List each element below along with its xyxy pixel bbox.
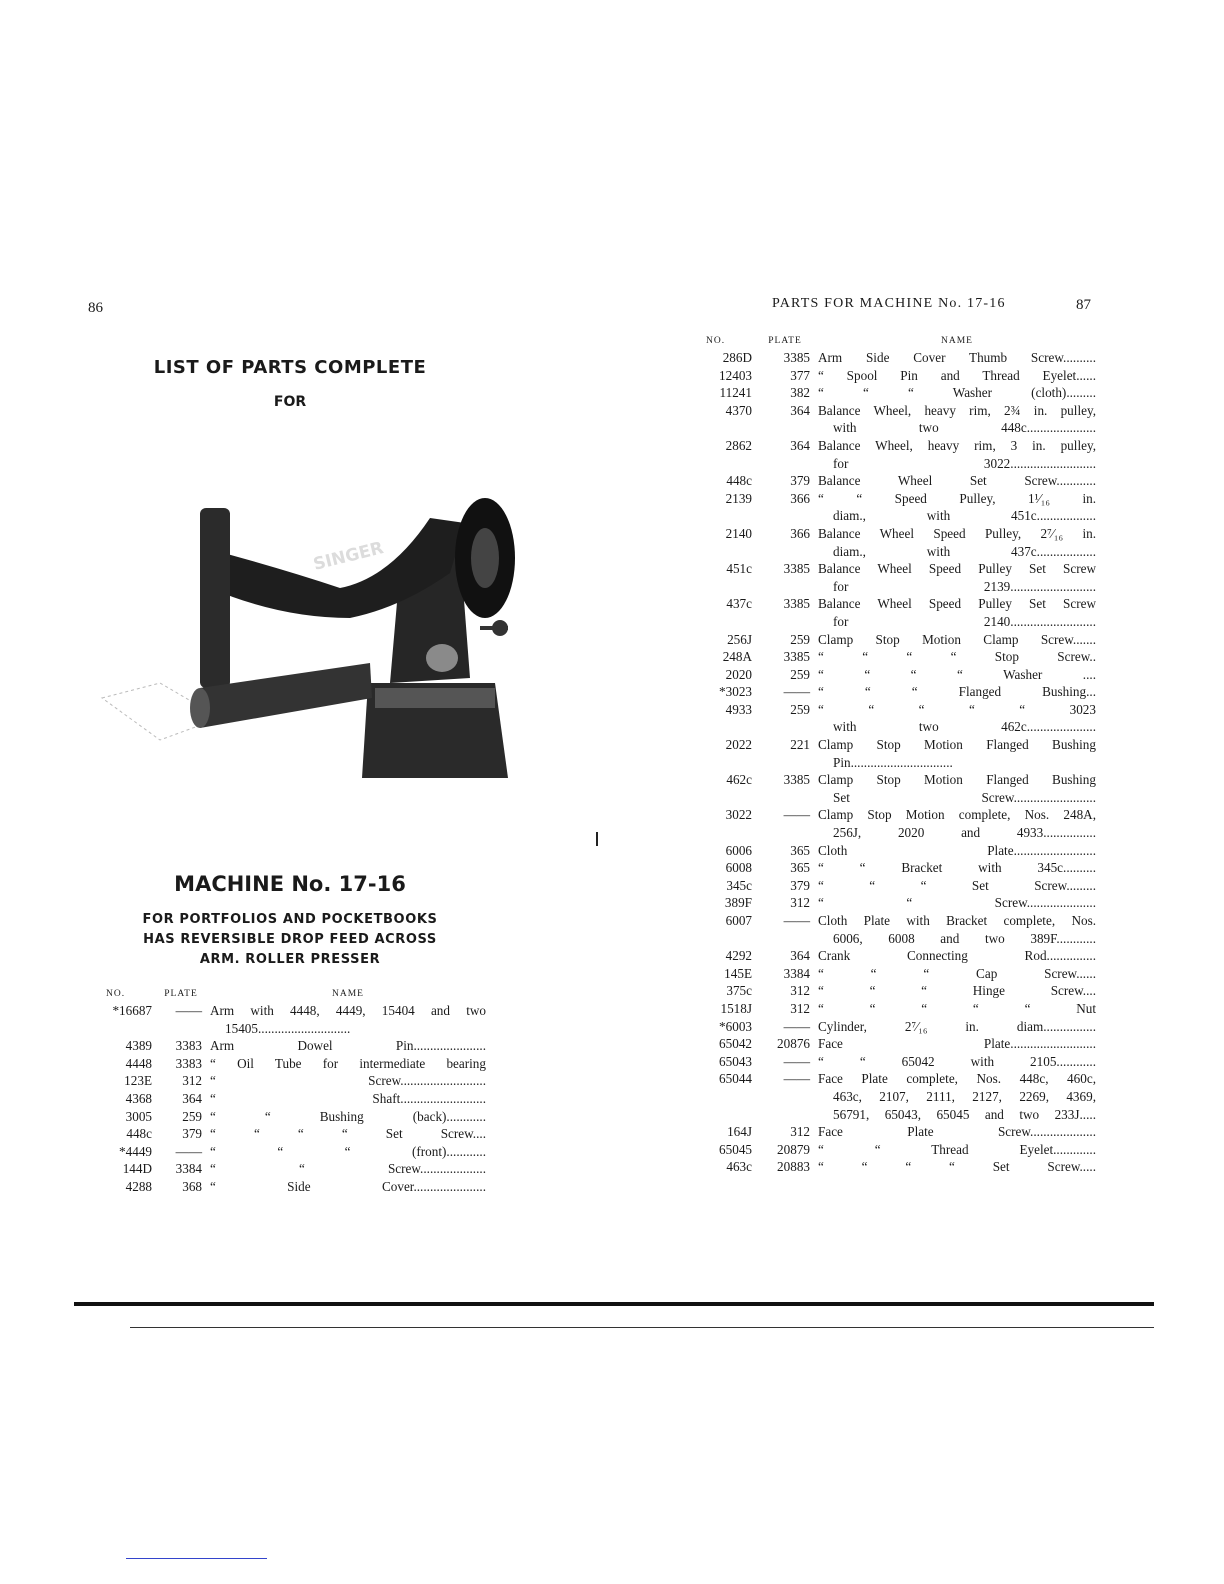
part-name bbox=[818, 648, 1096, 666]
part-name bbox=[818, 666, 1096, 684]
part-number: *6003 bbox=[719, 1018, 752, 1034]
part-number: 4368 bbox=[125, 1090, 152, 1106]
part-name-line: “ “ “ “ “ 3023 bbox=[818, 701, 1096, 717]
table-row bbox=[84, 1090, 486, 1108]
table-row bbox=[700, 877, 1096, 895]
part-name-line: Arm Side Cover Thumb Screw.......... bbox=[818, 350, 1096, 365]
left-page-number: 86 bbox=[88, 300, 103, 316]
part-name bbox=[818, 402, 1096, 437]
part-number: 437c bbox=[726, 596, 752, 612]
part-number: 286D bbox=[722, 350, 752, 365]
part-name-line: “ “ Bracket with 345c.......... bbox=[818, 860, 1096, 876]
part-name bbox=[818, 384, 1096, 402]
part-number: 65043 bbox=[719, 1053, 752, 1069]
part-name-line: for 2139.......................... bbox=[833, 578, 1096, 594]
table-row bbox=[84, 1125, 486, 1143]
part-number: 248A bbox=[722, 649, 752, 665]
table-row bbox=[700, 982, 1096, 1000]
table-row bbox=[700, 666, 1096, 684]
part-name-line: “ “ “ Hinge Screw.... bbox=[818, 983, 1096, 999]
part-number: 6007 bbox=[725, 913, 752, 928]
table-row bbox=[700, 402, 1096, 437]
plate-number: 377 bbox=[790, 367, 810, 383]
part-name-line: Balance Wheel, heavy rim, 2¾ in. pulley, bbox=[818, 402, 1096, 418]
table-row bbox=[700, 1158, 1096, 1176]
part-number: 448c bbox=[726, 473, 752, 489]
part-name-line: Clamp Stop Motion complete, Nos. 248A, bbox=[818, 807, 1096, 823]
part-name bbox=[818, 701, 1096, 736]
part-name bbox=[818, 525, 1096, 560]
part-name bbox=[818, 982, 1096, 1000]
part-number: 463c bbox=[726, 1159, 752, 1175]
part-number: 375c bbox=[726, 983, 752, 999]
right-parts-table bbox=[700, 335, 1096, 1176]
plate-number: 3385 bbox=[783, 649, 810, 665]
table-row bbox=[700, 894, 1096, 912]
table-row bbox=[700, 859, 1096, 877]
header-name: NAME bbox=[332, 989, 364, 999]
footer-blue-line bbox=[126, 1558, 267, 1559]
right-running-header: PARTS FOR MACHINE No. 17-16 bbox=[772, 296, 1006, 311]
part-name bbox=[818, 1000, 1096, 1018]
plate-number: 259 bbox=[182, 1108, 202, 1124]
part-name-line: for 3022.......................... bbox=[833, 455, 1096, 471]
part-name-line: diam., with 451c.................. bbox=[833, 508, 1096, 524]
part-name bbox=[818, 437, 1096, 472]
table-row bbox=[700, 806, 1096, 841]
table-row bbox=[700, 965, 1096, 983]
gutter-mark bbox=[596, 832, 598, 846]
part-name-line: Cylinder, 2⁷⁄₁₆ in. diam................ bbox=[818, 1018, 1096, 1034]
part-name-line: Balance Wheel Set Screw............ bbox=[818, 473, 1096, 489]
machine-subtitle bbox=[100, 910, 480, 970]
part-name-line: diam., with 437c.................. bbox=[833, 543, 1096, 559]
plate-number: 312 bbox=[182, 1073, 202, 1089]
part-name bbox=[818, 842, 1096, 860]
header-plate: PLATE bbox=[164, 989, 198, 999]
table-row bbox=[84, 1055, 486, 1073]
part-number: *3023 bbox=[719, 684, 752, 700]
part-name bbox=[210, 1125, 486, 1143]
part-name bbox=[818, 1070, 1096, 1123]
plate-number: 312 bbox=[790, 1000, 810, 1016]
plate-number: —— bbox=[783, 684, 810, 700]
part-number: 2139 bbox=[725, 490, 752, 506]
part-number: 2022 bbox=[725, 737, 752, 753]
part-name bbox=[818, 806, 1096, 841]
part-name-line: “ Shaft.......................... bbox=[210, 1090, 486, 1106]
part-name-line: “ “ Screw..................... bbox=[818, 895, 1096, 911]
table-row bbox=[700, 771, 1096, 806]
part-name bbox=[210, 1178, 486, 1196]
part-number: 6006 bbox=[725, 842, 752, 858]
table-row bbox=[84, 1178, 486, 1196]
plate-number: 379 bbox=[182, 1126, 202, 1142]
part-name bbox=[210, 1072, 486, 1090]
part-name bbox=[818, 472, 1096, 490]
plate-number: 20879 bbox=[777, 1141, 810, 1157]
subtitle-line: ARM. ROLLER PRESSER bbox=[199, 952, 381, 967]
machine-title: MACHINE No. 17-16 bbox=[174, 872, 406, 896]
subtitle-line: HAS REVERSIBLE DROP FEED ACROSS bbox=[143, 932, 437, 947]
part-name-line: Pin............................... bbox=[833, 754, 953, 770]
table-row bbox=[700, 701, 1096, 736]
table-row bbox=[700, 595, 1096, 630]
part-name-line: with two 462c..................... bbox=[833, 719, 1096, 735]
part-name-line: Balance Wheel Speed Pulley Set Screw bbox=[818, 596, 1096, 612]
part-name-line: “ “ Bushing (back)............ bbox=[210, 1108, 486, 1124]
plate-number: 3385 bbox=[783, 561, 810, 577]
plate-number: 259 bbox=[790, 701, 810, 717]
table-row bbox=[700, 560, 1096, 595]
table-row bbox=[700, 842, 1096, 860]
plate-number: 312 bbox=[790, 895, 810, 911]
table-row bbox=[700, 472, 1096, 490]
table-row bbox=[700, 384, 1096, 402]
plate-number: 368 bbox=[182, 1178, 202, 1194]
part-name-line: “ “ “ “ Washer .... bbox=[818, 666, 1096, 682]
table-row bbox=[700, 736, 1096, 771]
part-number: 451c bbox=[726, 561, 752, 577]
bottom-rule-thin bbox=[130, 1327, 1154, 1328]
plate-number: 382 bbox=[790, 385, 810, 401]
part-name-line: “ “ “ Washer (cloth)......... bbox=[818, 385, 1096, 401]
table-row bbox=[700, 631, 1096, 649]
part-number: *4449 bbox=[119, 1143, 152, 1159]
plate-number: 3384 bbox=[175, 1161, 202, 1177]
part-name-line: “ Side Cover...................... bbox=[210, 1178, 486, 1194]
table-row bbox=[700, 912, 1096, 947]
part-name-line: with two 448c..................... bbox=[833, 420, 1096, 436]
part-number: 4933 bbox=[725, 701, 752, 717]
plate-number: 312 bbox=[790, 983, 810, 999]
right-page-number: 87 bbox=[1076, 297, 1091, 313]
part-number: 164J bbox=[727, 1124, 752, 1140]
part-name-line: 15405............................ bbox=[225, 1020, 351, 1036]
table-row bbox=[700, 1000, 1096, 1018]
part-number: 144D bbox=[122, 1161, 152, 1177]
left-parts-table bbox=[84, 988, 486, 1196]
part-name bbox=[818, 1053, 1096, 1071]
plate-number: 312 bbox=[790, 1124, 810, 1140]
plate-number: —— bbox=[783, 807, 810, 823]
part-number: 65045 bbox=[719, 1141, 752, 1157]
subtitle-line: FOR PORTFOLIOS AND POCKETBOOKS bbox=[142, 912, 438, 927]
part-name bbox=[818, 1123, 1096, 1141]
part-name-line: Arm Dowel Pin...................... bbox=[210, 1038, 486, 1054]
part-name-line: “ “ “ (front)............ bbox=[210, 1143, 486, 1159]
plate-number: 3383 bbox=[175, 1038, 202, 1054]
plate-number: —— bbox=[175, 1143, 202, 1159]
part-name bbox=[818, 560, 1096, 595]
part-number: 1518J bbox=[720, 1000, 752, 1016]
plate-number: 379 bbox=[790, 877, 810, 893]
header-plate: PLATE bbox=[768, 336, 802, 346]
table-row bbox=[84, 1002, 486, 1037]
part-name bbox=[818, 349, 1096, 367]
table-row bbox=[700, 525, 1096, 560]
plate-number: 3385 bbox=[783, 772, 810, 788]
table-row bbox=[700, 1141, 1096, 1159]
part-number: 2140 bbox=[725, 525, 752, 541]
part-name bbox=[818, 736, 1096, 771]
table-row bbox=[700, 367, 1096, 385]
table-row bbox=[84, 1160, 486, 1178]
part-name-line: Crank Connecting Rod............... bbox=[818, 948, 1096, 964]
part-name bbox=[818, 771, 1096, 806]
part-name-line: 6006, 6008 and two 389F............ bbox=[833, 930, 1096, 946]
plate-number: 259 bbox=[790, 666, 810, 682]
sewing-machine-illustration bbox=[100, 478, 520, 788]
part-name-line: 463c, 2107, 2111, 2127, 2269, 4369, bbox=[833, 1088, 1096, 1104]
plate-number: 364 bbox=[790, 437, 810, 453]
plate-number: 3384 bbox=[783, 965, 810, 981]
part-name-line: 56791, 65043, 65045 and two 233J..... bbox=[833, 1106, 1096, 1122]
plate-number: 20876 bbox=[777, 1036, 810, 1052]
plate-number: 364 bbox=[182, 1090, 202, 1106]
part-number: 123E bbox=[124, 1073, 152, 1089]
table-row bbox=[84, 1072, 486, 1090]
part-number: 4292 bbox=[725, 948, 752, 964]
part-name bbox=[210, 1090, 486, 1108]
plate-number: 366 bbox=[790, 525, 810, 541]
plate-number: 221 bbox=[790, 737, 810, 753]
part-name bbox=[818, 965, 1096, 983]
part-name-line: Face Plate complete, Nos. 448c, 460c, bbox=[818, 1071, 1096, 1087]
part-name bbox=[818, 859, 1096, 877]
part-number: 389F bbox=[724, 895, 752, 911]
list-title: LIST OF PARTS COMPLETE bbox=[153, 357, 427, 378]
plate-number: —— bbox=[175, 1003, 202, 1018]
part-number: 4370 bbox=[725, 402, 752, 418]
part-name-line: Arm with 4448, 4449, 15404 and two bbox=[210, 1003, 486, 1018]
table-row bbox=[700, 683, 1096, 701]
bottom-rule-thick bbox=[74, 1302, 1154, 1306]
part-name-line: “ “ “ Flanged Bushing... bbox=[818, 684, 1096, 700]
list-for-line: FOR bbox=[273, 394, 307, 410]
part-name bbox=[210, 1002, 486, 1037]
part-name bbox=[210, 1143, 486, 1161]
part-number: 65044 bbox=[719, 1071, 752, 1087]
part-name-line: “ Oil Tube for intermediate bearing bbox=[210, 1055, 486, 1071]
table-header bbox=[84, 988, 486, 1001]
part-name bbox=[818, 490, 1096, 525]
part-name-line: “ “ “ “ “ Nut bbox=[818, 1000, 1096, 1016]
part-number: 256J bbox=[727, 631, 752, 647]
part-number: 11241 bbox=[719, 385, 752, 401]
table-header bbox=[700, 335, 1096, 348]
part-name bbox=[818, 1018, 1096, 1036]
part-name bbox=[818, 1035, 1096, 1053]
part-number: 4448 bbox=[125, 1055, 152, 1071]
table-row bbox=[84, 1037, 486, 1055]
part-number: 145E bbox=[724, 965, 752, 981]
plate-number: 366 bbox=[790, 490, 810, 506]
part-name-line: “ “ Speed Pulley, 1¹⁄₁₆ in. bbox=[818, 490, 1096, 506]
part-number: *16687 bbox=[112, 1003, 152, 1018]
plate-number: —— bbox=[783, 1071, 810, 1087]
part-name-line: Set Screw......................... bbox=[833, 789, 1096, 805]
plate-number: 364 bbox=[790, 948, 810, 964]
table-row bbox=[700, 490, 1096, 525]
part-name bbox=[818, 1141, 1096, 1159]
part-name bbox=[210, 1108, 486, 1126]
table-row bbox=[700, 1018, 1096, 1036]
part-name-line: “ “ 65042 with 2105............ bbox=[818, 1053, 1096, 1069]
plate-number: 20883 bbox=[777, 1159, 810, 1175]
plate-number: 365 bbox=[790, 860, 810, 876]
table-row bbox=[700, 1123, 1096, 1141]
part-number: 2020 bbox=[725, 666, 752, 682]
part-name bbox=[818, 894, 1096, 912]
table-row bbox=[700, 437, 1096, 472]
part-number: 448c bbox=[126, 1126, 152, 1142]
plate-number: 3383 bbox=[175, 1055, 202, 1071]
part-number: 3022 bbox=[725, 807, 752, 823]
part-number: 462c bbox=[726, 772, 752, 788]
header-name: NAME bbox=[941, 336, 973, 346]
part-name-line: Cloth Plate......................... bbox=[818, 842, 1096, 858]
table-row bbox=[700, 1053, 1096, 1071]
part-number: 12403 bbox=[719, 367, 752, 383]
part-name bbox=[818, 947, 1096, 965]
part-name-line: Clamp Stop Motion Flanged Bushing bbox=[818, 737, 1096, 753]
singer-logo-text: SINGER bbox=[311, 538, 386, 575]
part-name-line: Balance Wheel Speed Pulley Set Screw bbox=[818, 561, 1096, 577]
part-name bbox=[818, 912, 1096, 947]
part-name bbox=[210, 1055, 486, 1073]
part-number: 65042 bbox=[719, 1036, 752, 1052]
plate-number: 364 bbox=[790, 402, 810, 418]
part-name-line: “ “ “ Set Screw......... bbox=[818, 877, 1096, 893]
part-name-line: “ Screw.......................... bbox=[210, 1073, 486, 1089]
part-name bbox=[210, 1037, 486, 1055]
part-name bbox=[818, 595, 1096, 630]
part-name-line: “ “ Thread Eyelet............. bbox=[818, 1141, 1096, 1157]
plate-number: —— bbox=[783, 1053, 810, 1069]
part-name-line: Balance Wheel, heavy rim, 3 in. pulley, bbox=[818, 437, 1096, 453]
plate-number: —— bbox=[783, 1018, 810, 1034]
table-row bbox=[700, 1070, 1096, 1123]
table-row bbox=[84, 1108, 486, 1126]
part-number: 3005 bbox=[125, 1108, 152, 1124]
part-number: 345c bbox=[726, 877, 752, 893]
plate-number: 379 bbox=[790, 473, 810, 489]
header-no: NO. bbox=[106, 989, 126, 999]
plate-number: —— bbox=[783, 913, 810, 928]
part-name-line: “ Spool Pin and Thread Eyelet...... bbox=[818, 367, 1096, 383]
part-name-line: Cloth Plate with Bracket complete, Nos. bbox=[818, 913, 1096, 928]
part-name-line: “ “ “ “ Stop Screw.. bbox=[818, 649, 1096, 665]
part-name-line: Balance Wheel Speed Pulley, 2⁷⁄₁₆ in. bbox=[818, 525, 1096, 541]
part-number: 4389 bbox=[125, 1038, 152, 1054]
part-name-line: 256J, 2020 and 4933................ bbox=[833, 825, 1096, 841]
part-name bbox=[818, 367, 1096, 385]
part-number: 4288 bbox=[125, 1178, 152, 1194]
part-name bbox=[818, 631, 1096, 649]
part-number: 2862 bbox=[725, 437, 752, 453]
plate-number: 3385 bbox=[783, 350, 810, 365]
part-name bbox=[818, 877, 1096, 895]
table-row bbox=[700, 349, 1096, 367]
part-name-line: “ “ Screw.................... bbox=[210, 1161, 486, 1177]
part-name-line: “ “ “ “ Set Screw..... bbox=[818, 1159, 1096, 1175]
table-row bbox=[700, 1035, 1096, 1053]
part-name-line: Face Plate.......................... bbox=[818, 1036, 1096, 1052]
part-name bbox=[818, 1158, 1096, 1176]
header-no: NO. bbox=[706, 336, 726, 346]
plate-number: 3385 bbox=[783, 596, 810, 612]
table-row bbox=[700, 648, 1096, 666]
plate-number: 365 bbox=[790, 842, 810, 858]
part-number: 6008 bbox=[725, 860, 752, 876]
table-row bbox=[700, 947, 1096, 965]
part-name bbox=[210, 1160, 486, 1178]
part-name-line: Clamp Stop Motion Flanged Bushing bbox=[818, 772, 1096, 788]
plate-number: 259 bbox=[790, 631, 810, 647]
part-name bbox=[818, 683, 1096, 701]
part-name-line: “ “ “ Cap Screw...... bbox=[818, 965, 1096, 981]
part-name-line: Clamp Stop Motion Clamp Screw....... bbox=[818, 631, 1096, 647]
part-name-line: “ “ “ “ Set Screw.... bbox=[210, 1126, 486, 1142]
table-row bbox=[84, 1143, 486, 1161]
part-name-line: Face Plate Screw.................... bbox=[818, 1124, 1096, 1140]
part-name-line: for 2140.......................... bbox=[833, 613, 1096, 629]
